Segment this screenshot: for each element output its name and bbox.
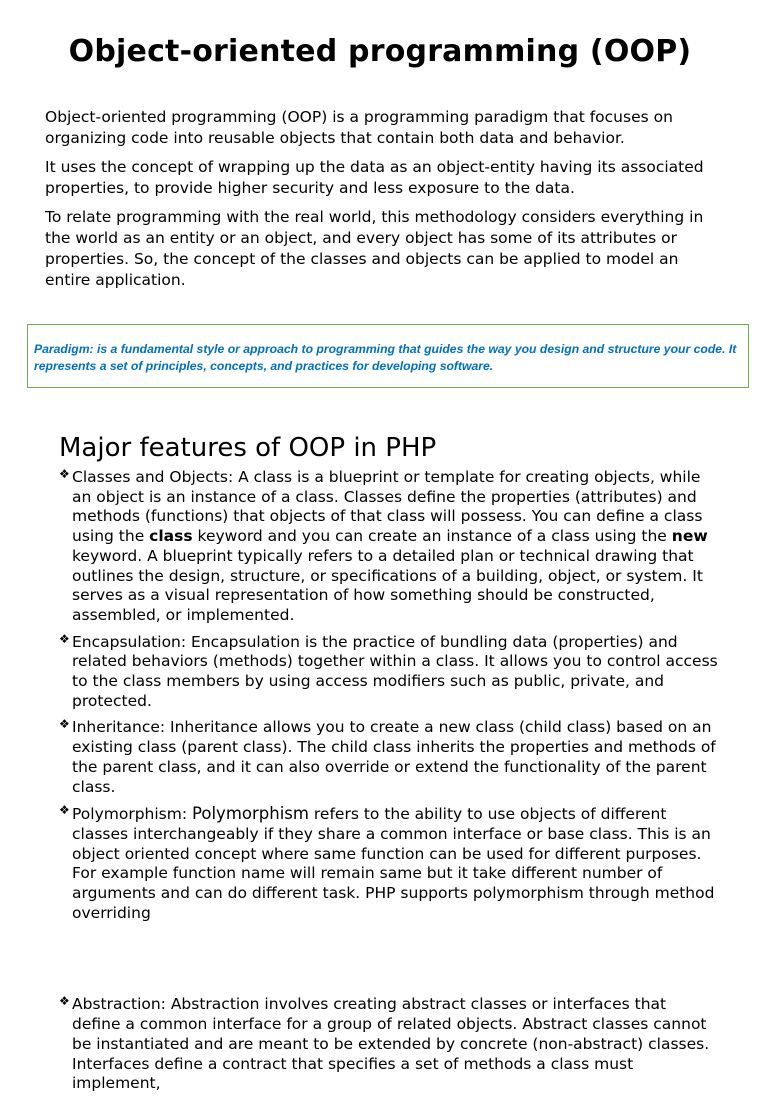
page-title: Object-oriented programming (OOP) [68, 34, 692, 69]
features-list [59, 468, 719, 1101]
feature-text: Abstraction: Abstraction involves creating abstract classes or interfaces that define a common interface for a group of related objects. Abstract classes cannot be instantiated and are meant to be extended by concrete (non-abstract) classes. Interfaces define a contract that specifies a set of methods a class must implement, [72, 995, 710, 1093]
paradigm-definition-text: Paradigm: is a fundamental style or approach to programming that guides the way you design and structure your code. It represents a set of principles, concepts, and practices for developing software. [34, 342, 737, 373]
diamond-bullet-icon: ❖ [59, 467, 70, 481]
diamond-bullet-icon: ❖ [59, 994, 70, 1009]
feature-item-polymorphism [59, 804, 719, 923]
feature-item-abstraction [59, 995, 719, 1094]
feature-text: refers to the ability to use objects of different classes interchangeably if they share a common interface or base class. This is an object oriented concept where same function can be used for different purposes. For example function name will remain same but it take different number of arguments and can do different task. PHP supports polymorphism through method overriding [72, 805, 715, 922]
intro-paragraph: To relate programming with the real world, this methodology considers everything in the world as an entity or an object, and every object has some of its attributes or properties. So, the concept of the classes and objects can be applied to model an entire application. [45, 208, 704, 289]
feature-label: Polymorphism: [72, 805, 193, 824]
intro-paragraph: Object-oriented programming (OOP) is a programming paradigm that focuses on organizing code into reusable objects that contain both data and behavior. [45, 108, 673, 147]
keyword-class: class [149, 527, 193, 546]
feature-item-inheritance [59, 718, 719, 797]
feature-item-classes-objects [59, 468, 719, 626]
keyword-new: new [671, 527, 708, 546]
feature-text: Inheritance: Inheritance allows you to create a new class (child class) based on an existing class (parent class). The child class inherits the properties and methods of the parent class, and it can also override or extend the functionality of the parent class. [72, 718, 716, 796]
feature-item-encapsulation [59, 633, 719, 712]
diamond-bullet-icon: ❖ [59, 717, 70, 732]
paradigm-definition-box [27, 324, 749, 388]
polymorphism-term: Polymorphism [192, 804, 309, 824]
features-heading: Major features of OOP in PHP [59, 433, 437, 463]
feature-text: Classes and Objects: A class is a blueprint or template for creating objects, while an object is an instance of a class. Classes define the properties (attributes) and methods (functions) that objects of that class will possess. You can define a class using the [72, 468, 703, 546]
feature-text: Encapsulation: Encapsulation is the practice of bundling data (properties) and related behaviors (methods) together within a class. It allows you to control access to the class members by using access modifiers such as public, private, and protected. [72, 632, 718, 710]
feature-text: keyword and you can create an instance of a class using the [192, 527, 672, 546]
intro-section [45, 107, 715, 299]
diamond-bullet-icon: ❖ [59, 631, 70, 646]
feature-text: keyword. A blueprint typically refers to a detailed plan or technical drawing that outlines the design, structure, or specifications of a building, object, or system. It serves as a visual representation of how something should be constructed, assembled, or implemented. [72, 546, 703, 624]
diamond-bullet-icon: ❖ [59, 803, 70, 818]
intro-paragraph: It uses the concept of wrapping up the data as an object-entity having its associated properties, to provide higher security and less exposure to the data. [45, 158, 704, 197]
